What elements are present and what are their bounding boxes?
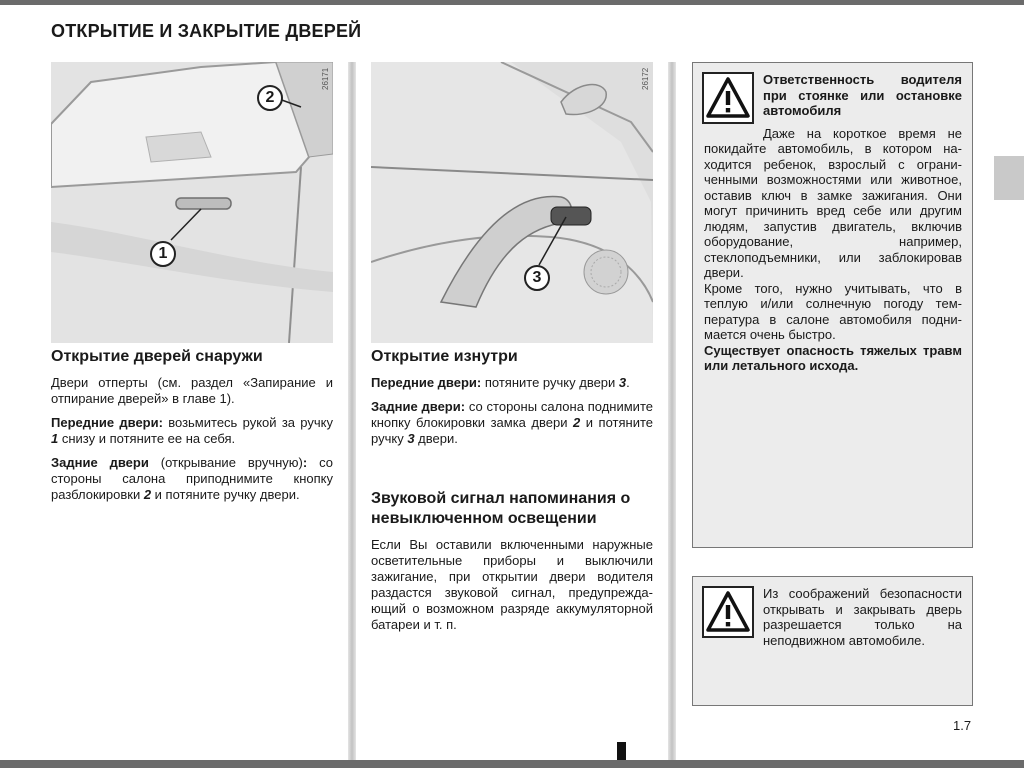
section-heading-inside: Открытие изнутри (371, 348, 518, 365)
warning-body-3: Существует опасность тяжелых травм или летального исхода. (704, 342, 962, 373)
door-exterior-illustration (51, 62, 333, 343)
warning-body: Из соображений безопасности открывать и закрывать дверь разрешается только на неподвижном автомобиле. (763, 586, 962, 648)
section-heading-light-reminder: Звуковой сигнал напоминания о невыключенном освещении (371, 490, 631, 527)
inside-paragraph-1: Передние двери: потяните ручку двери 3. (371, 375, 630, 390)
column-divider (348, 62, 356, 762)
inside-text (371, 375, 653, 455)
callout-2: 2 (257, 85, 283, 111)
chapter-tab (994, 156, 1024, 200)
rear-doors-label: Задние двери (51, 455, 149, 470)
outside-paragraph-1: Двери отперты (см. раздел «Запирание и отпирание дверей» в главе 1). (51, 375, 333, 406)
bottom-border (0, 760, 1024, 768)
outside-text (51, 375, 333, 511)
page-number: 1.7 (953, 718, 972, 733)
inside-paragraph-2: Задние двери: со стороны салона поднимите кнопку блокировки замка двери 2 и потяните ручку 3 двери. (371, 399, 653, 446)
top-border (0, 0, 1024, 5)
callout-3: 3 (524, 265, 550, 291)
door-interior-illustration (371, 62, 653, 343)
rear-doors-label: Задние двери: (371, 399, 466, 414)
warning-box-driver-responsibility (692, 62, 973, 548)
warning-box-stationary (692, 576, 973, 706)
front-doors-label: Передние двери: (371, 375, 482, 390)
page-title: ОТКРЫТИЕ И ЗАКРЫТИЕ ДВЕРЕЙ (51, 21, 362, 41)
warning-title: Ответственность водителя при стоянке или остановке автомобиля (763, 72, 962, 118)
outside-paragraph-3: Задние двери (открывание вручную): со стороны салона приподнимите кнопку разблокировки 2 и потяните ручку двери. (51, 455, 333, 502)
warning-body-1: Даже на короткое время не покидайте автомобиль, в котором находится ребенок, взрослый с ограниченными возможностями или животное, оставив ключ в замке зажигания. Они могут причинить вред себе или другим людям, запустив двигатель, включив оборудование, например, стеклоподъемники, или заблокировав двери. (704, 125, 962, 280)
warning-text (704, 72, 962, 374)
light-reminder-text: Если Вы оставили включенными наружные осветительные приборы и выключили зажигание, при открытии двери водителя раздастся звуковой сигнал, предупреждающий о возможном разряде аккумуляторной батареи и т. п. (371, 537, 653, 632)
outside-paragraph-2: Передние двери: возьмитесь рукой за ручку 1 снизу и потяните ее на себя. (51, 415, 334, 446)
figure-code: 26172 (641, 67, 650, 90)
figure-code: 26171 (321, 67, 330, 90)
callout-1: 1 (150, 241, 176, 267)
warning-text (704, 586, 962, 648)
column-divider (668, 62, 676, 762)
section-heading-outside: Открытие дверей снаружи (51, 348, 263, 365)
front-doors-label: Передние двери: (51, 415, 163, 430)
warning-body-2: Кроме того, нужно учитывать, что в теплую и/или солнечную погоду температура в салоне автомобиля поднимается очень быстро. (704, 280, 962, 342)
